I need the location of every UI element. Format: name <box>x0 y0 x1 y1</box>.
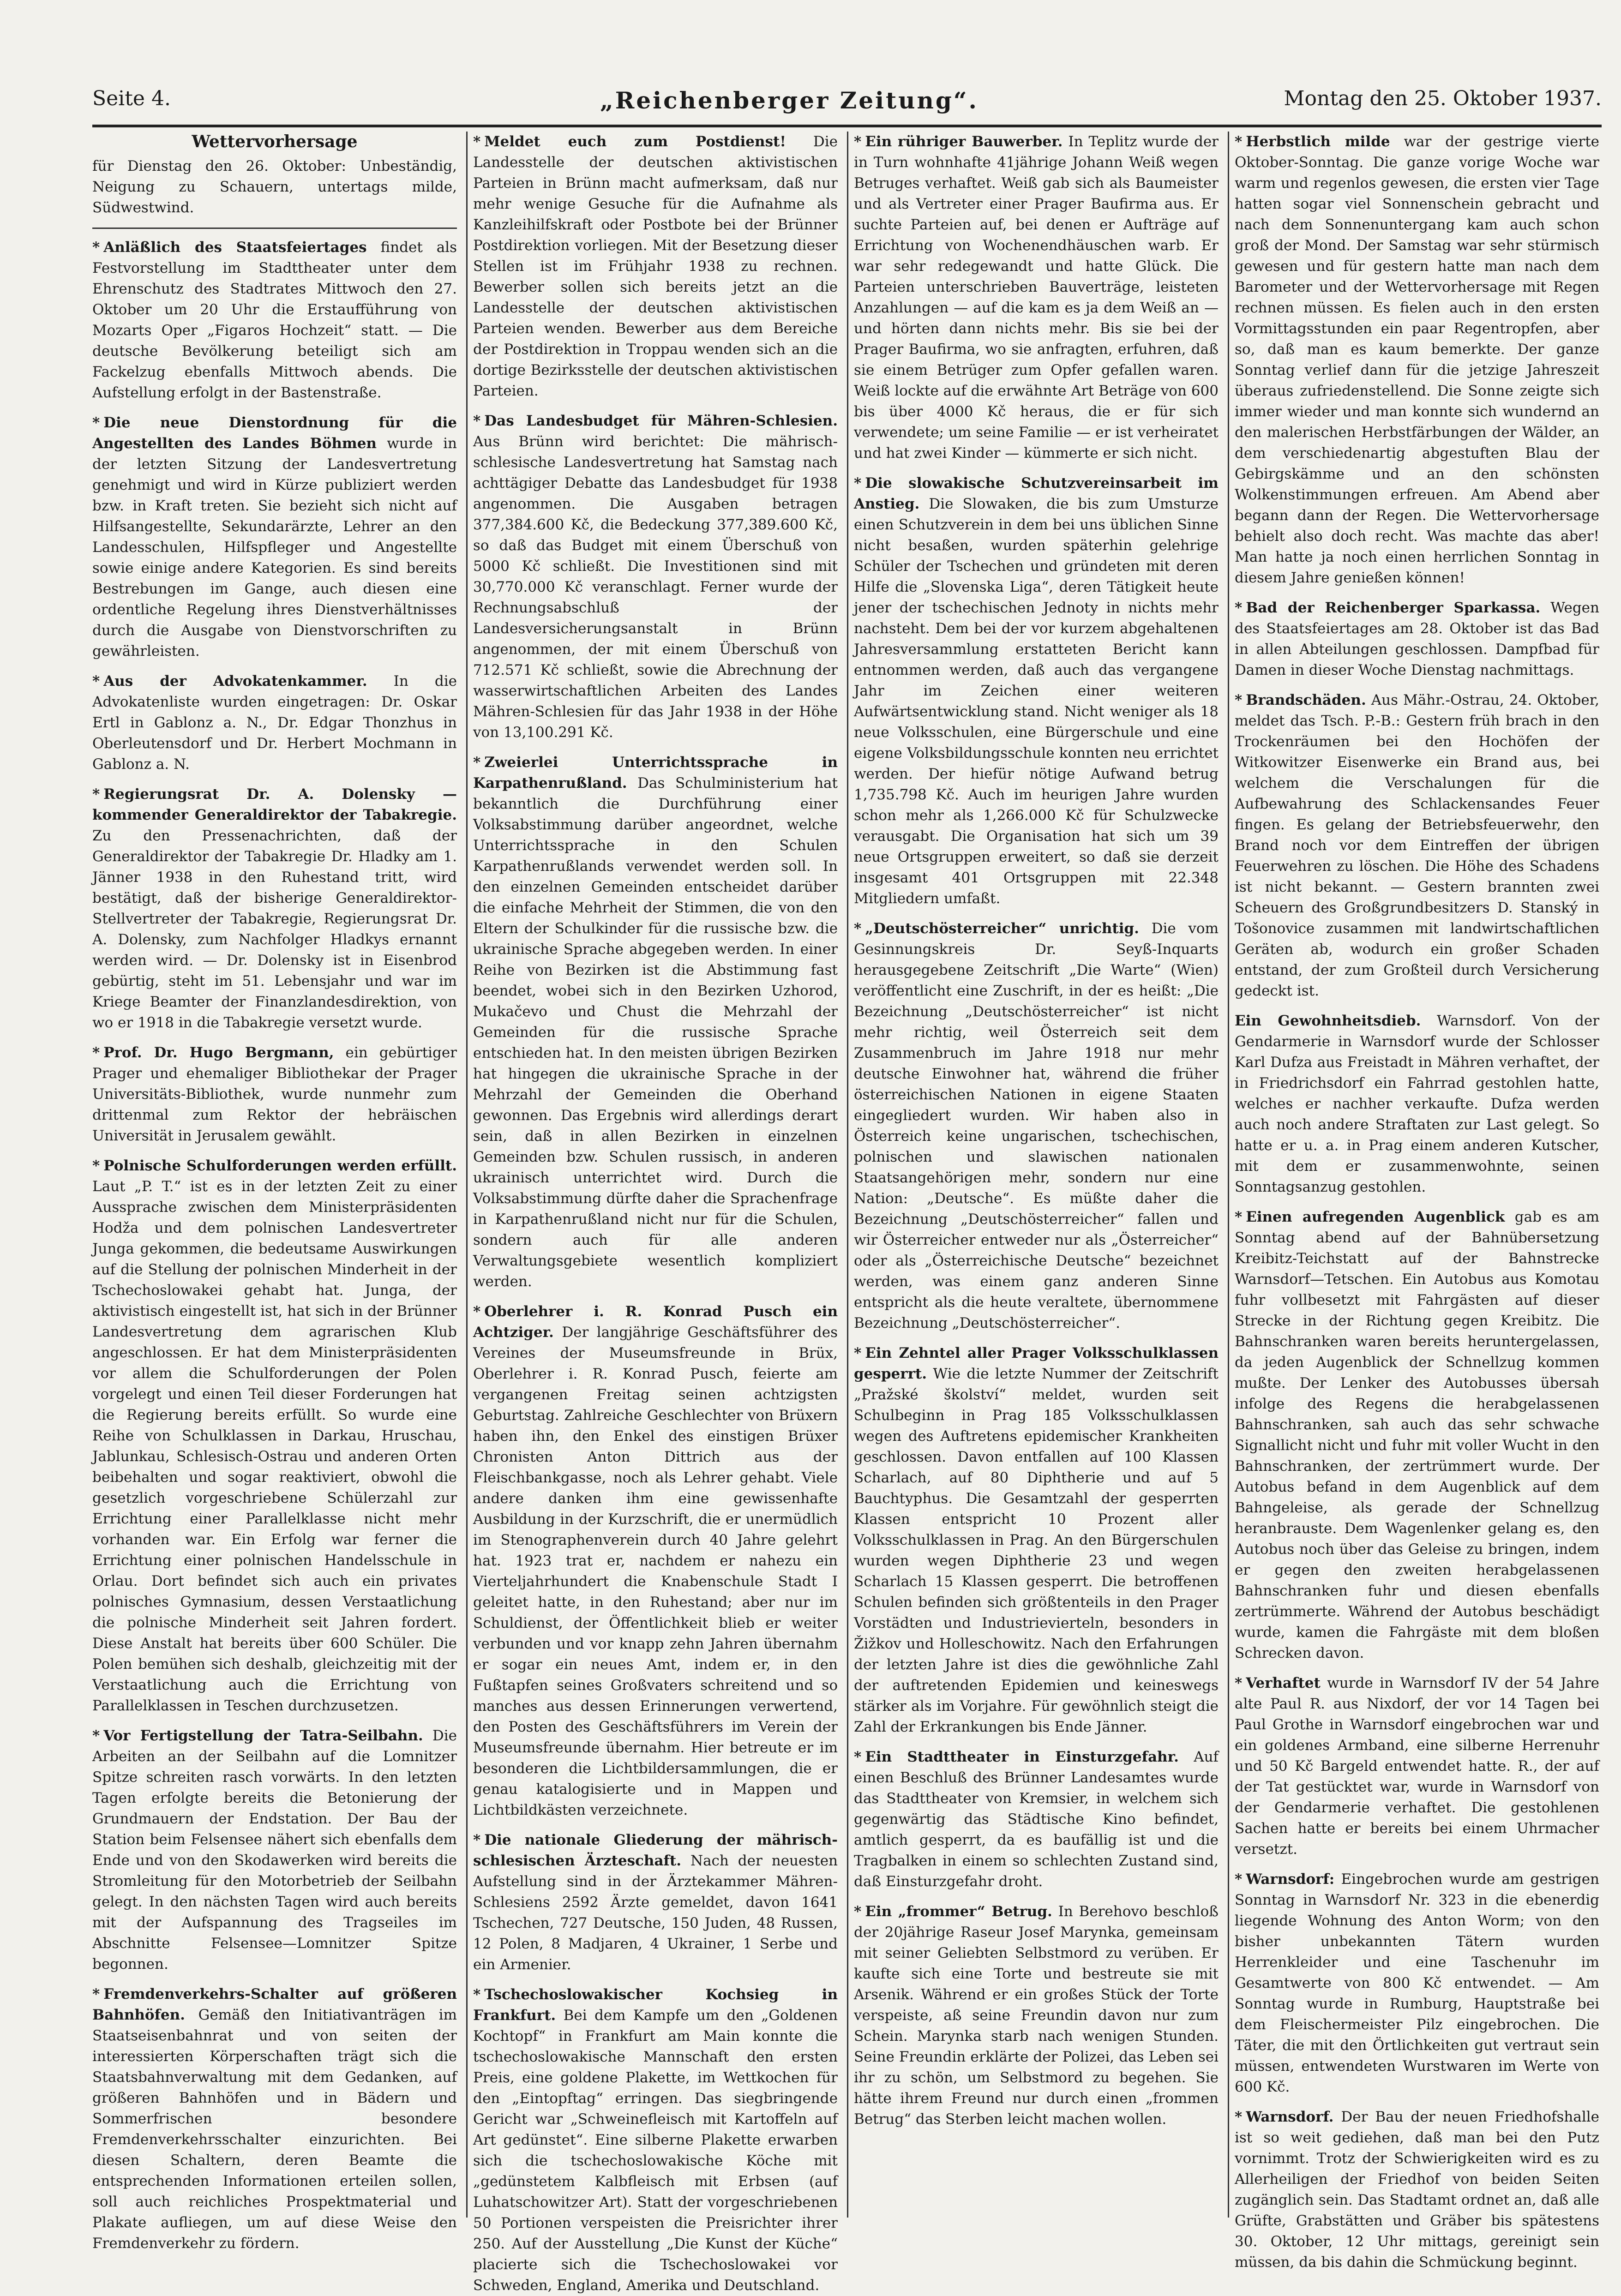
article-headline: Das Landesbudget für Mähren-Schlesien. <box>484 413 838 429</box>
article-text: Gemäß den Initiativanträgen im Staatseisenbahnrat und von seiten der interessierten Körperschaften trägt sich die Staatsbahnverwaltung mit dem Gedanken, auf größeren Bahnhöfen und in Bädern und Sommerfrischen besondere Fremdenverkehrsschalter einzurichten. Bei diesen Schaltern, deren Beamte die entsprechenden Informationen erteilen sollen, soll auch reichliches Prospektmaterial und Plakate aufliegen, um auf diese Weise den Fremdenverkehr zu fördern. <box>92 2007 457 2252</box>
article: * Anläßlich des Staatsfeiertages findet als Festvorstellung im Stadttheater unter dem Ehrenschutz des Stadtrates Mittwoch den 27. Oktober um 20 Uhr die Erstaufführung von Mozarts Oper „Figaros Hochzeit“ statt. — Die deutsche Bevölkerung beteiligt sich am Fackelzug ebenfalls Mittwoch abends. Die Aufstellung erfolgt in der Bastenstraße. <box>92 239 457 401</box>
article-headline: Brandschäden. <box>1246 692 1366 708</box>
column-rule <box>847 132 848 2218</box>
article-text: In Teplitz wurde der in Turn wohnhafte 41jährige Johann Weiß wegen Betruges verhaftet. Weiß gab sich als Baumeister und als Vertreter einer Prager Baufirma aus. Er suchte Parteien auf, bei denen er Aufträge auf Errichtung von Wochenendhäuschen warb. Er war sehr redegewandt und hatte Glück. Die Parteien unterschrieben Bauverträge, leisteten Anzahlungen — auf die kam es ja dem Weiß an — und hörten dann nichts mehr. Bis sie bei der Prager Baufirma, wo sie anfragten, erfuhren, daß sie einem Betrüger zum Opfer gefallen waren. Weiß lockte auf die erwähnte Art Beträge von 600 bis über 4000 Kč heraus, die er für sich verwendete; um seine Familie — er ist verheiratet und hat zwei Kinder — kümmerte er sich nicht. <box>854 133 1219 462</box>
header-rule <box>92 125 1602 127</box>
article: * Oberlehrer i. R. Konrad Pusch ein Achtziger. Der langjährige Geschäftsführer des Vereines der Museumsfreunde in Brüx, Oberlehrer i. R. Konrad Pusch, feierte am vergangenen Freitag seinen achtzigsten Geburtstag. Zahlreiche Geschlechter von Brüxern haben ihn, den Enkel des einstigen Brüxer Chronisten Anton Dittrich aus der Fleischbankgasse, noch als Lehrer gehabt. Viele andere danken ihm eine gewissenhafte Ausbildung in der Kurzschrift, die er unermüdlich im Stenographenverein durch 40 Jahre gelehrt hat. 1923 trat er, nachdem er nahezu ein Vierteljahrhundert die Knabenschule Stadt I geleitet hatte, in den Ruhestand; aber nur im Schuldienst, der Öffentlichkeit blieb er weiter verbunden und vor knapp zehn Jahren übernahm er sogar ein neues Amt, indem er, in den Fußtapfen seines Großvaters schreitend und so manches aus dessen Erinnerungen verwertend, den Posten des Geschäftsführers im Verein der Museumsfreunde übernahm. Hier betreute er im besonderen die Lichtbildersammlungen, die er genau katalogisierte und in Mappen und Lichtbildkästen verzeichnete. <box>473 1303 838 1818</box>
article: * Warnsdorf: Eingebrochen wurde am gestrigen Sonntag in Warnsdorf Nr. 323 in die ebenerdig liegende Wohnung des Anton Worm; von den bisher unbekannten Tätern wurden Herrenkleider und eine Taschenuhr im Gesamtwerte von 800 Kč entwendet. — Am Sonntag wurde in Rumburg, Hauptstraße bei dem Fleischermeister Pilz eingebrochen. Die Täter, die mit den Örtlichkeiten gut vertraut sein müssen, entwendeten Wurstwaren im Werte von 600 Kč. <box>1235 1871 1599 2095</box>
article-headline: Ein rühriger Bauwerber. <box>865 133 1063 150</box>
article-headline: Oberlehrer i. R. Konrad Pusch ein Achtziger. <box>473 1303 838 1341</box>
newspaper-page <box>92 78 1602 2294</box>
article-text: für Dienstag den 26. Oktober: Unbeständig, Neigung zu Schauern, untertags milde, Südwestwind. <box>92 158 457 216</box>
article-headline: Regierungsrat Dr. A. Dolensky — kommender Generaldirektor der Tabakregie. <box>92 786 457 823</box>
article: * Herbstlich milde war der gestrige vierte Oktober-Sonntag. Die ganze vorige Woche war warm und regenlos gewesen, die ersten vier Tage hatten sogar viel Sonnenschein gebracht und nach dem Sonnenuntergang kam auch schon groß der Mond. Der Samstag war sehr stürmisch gewesen und für gestern hatte man nach dem Barometer und der Wettervorhersage mit Regen rechnen müssen. Es fielen auch in den ersten Vormittagsstunden ein paar Regentropfen, aber so, daß man es kaum bemerkte. Der ganze Sonntag verlief dann für die jetzige Jahreszeit überaus zufriedenstellend. Die Sonne zeigte sich immer wieder und man konnte sich wundernd an den malerischen Herbstfärbungen der Wälder, an dem verschiedenartig abgestuften Blau der Gebirgskämme und an den schönsten Wolkenstimmungen erfreuen. Am Abend aber begann dann der Regen. Die Wettervorhersage behielt also doch recht. Was machte das aber! Man hatte ja noch einen herrlichen Sonntag in diesem Jahre genießen können! <box>1235 133 1599 586</box>
divider <box>92 228 457 229</box>
article: * Warnsdorf. Der Bau der neuen Friedhofshalle ist so weit gediehen, daß man bei den Putz vornimmt. Trotz der Schwierigkeiten wird es zu Allerheiligen der Friedhof von beiden Seiten zugänglich sein. Das Stadtamt ordnet an, daß alle Grüfte, Grabstätten und Gräber bis spätestens 30. Oktober, 12 Uhr mittags, gereinigt sein müssen, da bis dahin die Schmückung beginnt. <box>1235 2109 1600 2271</box>
article-text: Die vom Gesinnungskreis Dr. Seyß-Inquarts herausgegebene Zeitschrift „Die Warte“ (Wien) veröffentlicht eine Zuschrift, in der es heißt: „Die Bezeichnung „Deutschösterreicher“ ist nicht mehr richtig, weil Österreich seit dem Zusammenbruch im Jahre 1918 nur mehr deutsche Einwohner hat, während die früher österreichischen Nationen in eigene Staaten eingegliedert wurden. Wir haben also in Österreich keine ungarischen, tschechischen, polnischen und slawischen nationalen Staatsangehörigen mehr, sondern nur eine Nation: „Deutsche“. Es müßte daher die Bezeichnung „Deutschösterreicher“ fallen und wir Österreicher entweder nur als „Österreicher“ oder als „Österreichische Deutsche“ bezeichnet werden, was einem ganz anderen Sinne entspricht als die heute veraltete, übernommene Bezeichnung „Deutschösterreicher“. <box>854 920 1219 1331</box>
article-text: Auf einen Beschluß des Brünner Landesamtes wurde das Stadttheater von Kremsier, in welchem sich gegenwärtig das Städtische Kino befindet, amtlich gesperrt, da es baufällig ist und die Tragbalken in einem so schlechten Zustand sind, daß Einsturzgefahr droht. <box>854 1749 1219 1890</box>
article-headline: Warnsdorf: <box>1246 1871 1335 1888</box>
issue-date: Montag den 25. Oktober 1937. <box>1284 87 1602 110</box>
article-title: Wettervorhersage <box>192 132 358 151</box>
article-headline: Einen aufregenden Augenblick <box>1246 1209 1505 1225</box>
article-text: In Berehovo beschloß der 20jährige Raseur Josef Marynka, gemeinsam mit seiner Geliebten Selbstmord zu verüben. Er kaufte sich eine Torte und bestreute sie mit Arsenik. Während er ein großes Stück der Torte verspeiste, aß seine Freundin davon nur zum Schein. Marynka starb nach wenigen Stunden. Seine Freundin erklärte der Polizei, das Leben sei ihr zu schön, um Selbstmord zu begehen. Sie hätte ihrem Freund nur durch einen „frommen Betrug“ das Sterben leicht machen wollen. <box>854 1903 1219 2128</box>
article-text: Aus Brünn wird berichtet: Die mährisch-schlesische Landesvertretung hat Samstag nach achttägiger Debatte das Landesbudget für 1938 angenommen. Die Ausgaben betragen 377,384.600 Kč, die Bedeckung 377,389.600 Kč, so daß das Budget mit einem Überschuß von 5000 Kč schließt. Die Investitionen sind mit 30,770.000 Kč veranschlagt. Ferner wurde der Rechnungsabschluß der Landesversicherungsanstalt in Brünn angenommen, der mit einem Überschuß von 712.571 Kč schließt, sowie die Abrechnung der wasserwirtschaftlichen Arbeiten des Landes Mähren-Schlesien für das Jahr 1938 in der Höhe von 13,100.291 Kč. <box>473 433 838 741</box>
column-1 <box>92 132 457 2252</box>
article-headline: Die neue Dienstordnung für die Angestellten des Landes Böhmen <box>92 414 457 452</box>
article-headline: Ein Stadttheater in Einsturzgefahr. <box>865 1749 1179 1765</box>
article: * Ein Zehntel aller Prager Volksschulklassen gesperrt. Wie die letzte Nummer der Zeitschrift „Pražské školství“ meldet, wurden seit Schulbeginn in Prag 185 Volksschulklassen wegen des Auftretens epidemischer Krankheiten geschlossen. Davon entfallen auf 100 Klassen Scharlach, auf 80 Diphtherie und auf 5 Bauchtyphus. Die Gesamtzahl der gesperrten Klassen entspricht 10 Prozent aller Volksschulklassen in Prag. An den Bürgerschulen wurden wegen Diphtherie 23 und wegen Scharlach 15 Klassen gesperrt. Die betroffenen Schulen befinden sich größtenteils in den Prager Vorstädten und Industrievierteln, besonders in Žižkov und Holleschowitz. Nach den Erfahrungen der letzten Jahre ist dies die gewöhnliche Zahl der auftretenden Epidemien und keineswegs stärker als im Vorjahre. Für gewöhnlich steigt die Zahl der Erkrankungen bis Ende Jänner. <box>854 1345 1219 1735</box>
article-text: Wegen des Staatsfeiertages am 28. Oktober ist das Bad in allen Abteilungen geschlossen. Dampfbad für Damen in dieser Woche Dienstag nachmittags. <box>1235 599 1599 678</box>
article-text: Aus Mähr.-Ostrau, 24. Oktober, meldet das Tsch. P.-B.: Gestern früh brach in den Trockenräumen bei den Hochöfen der Witkowitzer Eisenwerke ein Brand aus, bei welchem die Verschalungen für die Aufbewahrung des Schlackensandes Feuer fingen. Es gelang der Betriebsfeuerwehr, den Brand noch vor dem Eintreffen der übrigen Feuerwehren zu löschen. Die Höhe des Schadens ist nicht bekannt. — Gestern brannten zwei Scheuern des Großgrundbesitzers D. Stanský in Tošonovice zusammen mit landwirtschaftlichen Geräten ab, wodurch ein großer Schaden entstand, der zum Großteil durch Versicherung gedeckt ist. <box>1235 692 1600 999</box>
article-headline: Tschechoslowakischer Kochsieg in Frankfurt. <box>473 1986 838 2024</box>
article-headline: Die slowakische Schutzvereinsarbeit im Anstieg. <box>854 475 1219 512</box>
article-text: Eingebrochen wurde am gestrigen Sonntag in Warnsdorf Nr. 323 in die ebenerdig liegende Wohnung des Anton Worm; von den bisher unbekannten Tätern wurden Herrenkleider und eine Taschenuhr im Gesamtwerte von 800 Kč entwendet. — Am Sonntag wurde in Rumburg, Hauptstraße bei dem Fleischermeister Pilz eingebrochen. Die Täter, die mit den Örtlichkeiten gut vertraut sein müssen, entwendeten Wurstwaren im Werte von 600 Kč. <box>1235 1871 1599 2095</box>
article-headline: Polnische Schulforderungen werden erfüllt. <box>103 1157 457 1174</box>
article-headline: Ein Gewohnheitsdieb. <box>1235 1013 1421 1029</box>
article-text: Bei dem Kampfe um den „Goldenen Kochtopf“ in Frankfurt am Main konnte die tschechoslowakische Mannschaft den ersten Preis, eine goldene Plakette, im Wettkochen für den „Eintopftag“ erringen. Das siegbringende Gericht war „Schweinefleisch mit Kartoffeln auf Art gedünstet“. Eine silberne Plakette erwarben sich die tschechoslowakische Köche mit „gedünstetem Kalbfleisch mit Erbsen (auf Luhatschowitzer Art). Statt der vorgeschriebenen 50 Portionen verspeisten die Preisrichter ihrer 250. Auf der Ausstellung „Die Kunst der Küche“ placierte sich die Tschechoslowakei vor Schweden, England, Amerika und Deutschland. <box>473 2007 838 2294</box>
article-text: Zu den Pressenachrichten, daß der Generaldirektor der Tabakregie Dr. Hladky am 1. Jänner 1938 in den Ruhestand tritt, wird bestätigt, daß der bisherige Generaldirektor-Stellvertreter der Tabakregie, Regierungsrat Dr. A. Dolensky, zum Nachfolger Hladkys ernannt werden wird. — Dr. Dolensky ist in Eisenbrod gebürtig, steht im 51. Lebensjahr und war im Kriege Beamter der Finanzlandesdirektion, von wo er 1918 in die Tabakregie versetzt wurde. <box>92 827 457 1031</box>
column-3 <box>854 132 1219 2218</box>
article-text: Der Bau der neuen Friedhofshalle ist so weit gediehen, daß man bei den Putz vornimmt. Trotz der Schwierigkeiten wird es zu Allerheiligen der Friedhof von beiden Seiten zugänglich sein. Das Stadtamt ordnet an, daß alle Grüfte, Grabstätten und Gräber bis spätestens 30. Oktober, 12 Uhr mittags, gereinigt sein müssen, da bis dahin die Schmückung beginnt. <box>1235 2109 1600 2271</box>
article-headline: Fremdenverkehrs-Schalter auf größeren Bahnhöfen. <box>92 1986 457 2023</box>
article: * Regierungsrat Dr. A. Dolensky — kommender Generaldirektor der Tabakregie. Zu den Pressenachrichten, daß der Generaldirektor der Tabakregie Dr. Hladky am 1. Jänner 1938 in den Ruhestand tritt, wird bestätigt, daß der bisherige Generaldirektor-Stellvertreter der Tabakregie, Regierungsrat Dr. A. Dolensky, zum Nachfolger Hladkys ernannt werden wird. — Dr. Dolensky ist in Eisenbrod gebürtig, steht im 51. Lebensjahr und war im Kriege Beamter der Finanzlandesdirektion, von wo er 1918 in die Tabakregie versetzt wurde. <box>92 786 457 1031</box>
article-headline: Bad der Reichenberger Sparkassa. <box>1246 599 1541 616</box>
article-text: wurde in der letzten Sitzung der Landesvertretung genehmigt und wird in Kürze publiziert werden bzw. in Kraft treten. Sie bezieht sich nicht auf Hilfsangestellte, Sekundarärzte, Lehrer an den Landesschulen, Hilfspfleger und Angestellte sowie einige andere Kategorien. Es sind bereits Bestrebungen im Gange, auch diesen eine ordentliche Regelung ihres Dienstverhältnisses durch die Ausgabe von Dienstvorschriften zu gewährleisten. <box>92 435 457 659</box>
article: * Meldet euch zum Postdienst! Die Landesstelle der deutschen aktivistischen Parteien in Brünn macht aufmerksam, daß nur mehr wenige Gesuche für die Aufnahme als Kanzleihilfskraft oder Postbote bei der Brünner Postdirektion vorliegen. Mit der Besetzung dieser Stellen ist im Frühjahr 1938 zu rechnen. Bewerber sollen sich bereits jetzt an die Landesstelle der deutschen aktivistischen Parteien wenden. Bewerber aus dem Bereiche der Postdirektion in Troppau wenden sich an die dortige Bezirksstelle der deutschen aktivistischen Parteien. <box>473 133 838 399</box>
article: * Prof. Dr. Hugo Bergmann, ein gebürtiger Prager und ehemaliger Bibliothekar der Prager Universitäts-Bibliothek, wurde nunmehr zum drittenmal zum Rektor der hebräischen Universität in Jerusalem gewählt. <box>92 1044 457 1144</box>
article: * Ein „frommer“ Betrug. In Berehovo beschloß der 20jährige Raseur Josef Marynka, gemeinsam mit seiner Geliebten Selbstmord zu verüben. Er kaufte sich eine Torte und bestreute sie mit Arsenik. Während er ein großes Stück der Torte verspeiste, aß seine Freundin davon nur zum Schein. Marynka starb nach wenigen Stunden. Seine Freundin erklärte der Polizei, das Leben sei ihr zu schön, um Selbstmord zu begehen. Sie hätte ihrem Freund nur durch einen „frommen Betrug“ das Sterben leicht machen wollen. <box>854 1903 1219 2128</box>
article-headline: Anläßlich des Staatsfeiertages <box>103 239 367 256</box>
article-headline: Zweierlei Unterrichtssprache in Karpathenrußland. <box>473 754 838 791</box>
article-text: ein gebürtiger Prager und ehemaliger Bibliothekar der Prager Universitäts-Bibliothek, wurde nunmehr zum drittenmal zum Rektor der hebräischen Universität in Jerusalem gewählt. <box>92 1044 457 1144</box>
article-headline: Meldet euch zum Postdienst! <box>484 133 786 150</box>
column-2 <box>473 132 838 2294</box>
article-text: Die Arbeiten an der Seilbahn auf die Lomnitzer Spitze schreiten rasch vorwärts. In den letzten Tagen erfolgte bereits die Betonierung der Grundmauern der Endstation. Der Bau der Station beim Felsensee nähert sich ebenfalls dem Ende und von den Skodawerken wird bereits die Stromleitung für den Motorbetrieb der Seilbahn gelegt. In den nächsten Tagen wird auch bereits mit der Aufspannung des Tragseiles im Abschnitte Felsensee—Lomnitzer Spitze begonnen. <box>92 1727 457 1972</box>
column-4 <box>1235 132 1600 2271</box>
article-text: wurde in Warnsdorf IV der 54 Jahre alte Paul R. aus Nixdorf, der vor 14 Tagen bei Paul Grothe in Warnsdorf eingebrochen war und ein goldenes Armband, eine silberne Herrenuhr und 50 Kč Bargeld entwendet hatte. R., der auf der Tat gestücktet war, wurde in Warnsdorf von der Gendarmerie verhaftet. Die gestohlenen Sachen hatte er bereits bei einem Uhrmacher versetzt. <box>1235 1675 1599 1858</box>
article-headline: Prof. Dr. Hugo Bergmann, <box>103 1044 334 1061</box>
article-text: Wie die letzte Nummer der Zeitschrift „Pražské školství“ meldet, wurden seit Schulbeginn in Prag 185 Volksschulklassen wegen des Auftretens epidemischer Krankheiten geschlossen. Davon entfallen auf 100 Klassen Scharlach, auf 80 Diphtherie und auf 5 Bauchtyphus. Die Gesamtzahl der gesperrten Klassen entspricht 10 Prozent aller Volksschulklassen in Prag. An den Bürgerschulen wurden wegen Diphtherie 23 und wegen Scharlach 15 Klassen gesperrt. Die betroffenen Schulen befinden sich größtenteils in den Prager Vorstädten und Industrievierteln, besonders in Žižkov und Holleschowitz. Nach den Erfahrungen der letzten Jahre ist dies die gewöhnliche Zahl der auftretenden Epidemien und keineswegs stärker als im Vorjahre. Für gewöhnlich steigt die Zahl der Erkrankungen bis Ende Jänner. <box>854 1366 1219 1735</box>
article-headline: „Deutschösterreicher“ unrichtig. <box>865 920 1139 937</box>
column-rule <box>1228 132 1229 2218</box>
article-text: Laut „P. T.“ ist es in der letzten Zeit zu einer Aussprache zwischen dem Ministerpräsidenten Hodža und dem polnischen Landesvertreter Junga gekommen, die bedeutsame Auswirkungen auf die Stellung der polnischen Minderheit in der Tschechoslowakei gehabt hat. Junga, der aktivistisch eingestellt ist, hat sich in der Brünner Landesvertretung dem agrarischen Klub angeschlossen. Er hat dem Ministerpräsidenten vor allem die Schulforderungen der Polen vorgelegt und einen Teil dieser Forderungen hat die Regierung bereits erfüllt. So wurde eine Reihe von Schulklassen in Darkau, Hruschau, Jablunkau, Schlesisch-Ostrau und anderen Orten beibehalten und sogar reaktiviert, obwohl die gesetzlich vorgeschriebene Schülerzahl zur Errichtung einer Parallelklasse nicht mehr vorhanden war. Ein Erfolg war ferner die Errichtung einer polnischen Handelsschule in Orlau. Dort befindet sich auch ein privates polnisches Gymnasium, dessen Verstaatlichung die polnische Minderheit seit Jahren fordert. Diese Anstalt hat bereits über 600 Schüler. Die Polen bemühen sich deshalb, gleichzeitig mit der Verstaatlichung auch die Errichtung von Parallelklassen in Teschen durchzusetzen. <box>92 1178 457 1714</box>
article: * Vor Fertigstellung der Tatra-Seilbahn. Die Arbeiten an der Seilbahn auf die Lomnitzer Spitze schreiten rasch vorwärts. In den letzten Tagen erfolgte bereits die Betonierung der Grundmauern der Endstation. Der Bau der Station beim Felsensee nähert sich ebenfalls dem Ende und von den Skodawerken wird bereits die Stromleitung für den Motorbetrieb der Seilbahn gelegt. In den nächsten Tagen wird auch bereits mit der Aufspannung des Tragseiles im Abschnitte Felsensee—Lomnitzer Spitze begonnen. <box>92 1727 457 1972</box>
article-headline: Ein „frommer“ Betrug. <box>865 1903 1052 1920</box>
column-rule <box>466 132 468 2218</box>
columns <box>92 132 1602 2294</box>
article-text: In die Advokatenliste wurden eingetragen: Dr. Oskar Ertl in Gablonz a. N., Dr. Edgar Thonzhus in Oberleutensdorf und Dr. Herbert Mochmann in Gablonz a. N. <box>92 673 457 773</box>
article: * Fremdenverkehrs-Schalter auf größeren Bahnhöfen. Gemäß den Initiativanträgen im Staatseisenbahnrat und von seiten der interessierten Körperschaften trägt sich die Staatsbahnverwaltung mit dem Gedanken, auf größeren Bahnhöfen und in Bädern und Sommerfrischen besondere Fremdenverkehrsschalter einzurichten. Bei diesen Schaltern, deren Beamte die entsprechenden Informationen erteilen sollen, soll auch reichliches Prospektmaterial und Plakate aufliegen, um auf diese Weise den Fremdenverkehr zu fördern. <box>92 1986 457 2252</box>
article-headline: Vor Fertigstellung der Tatra-Seilbahn. <box>103 1727 423 1744</box>
article: * Ein Stadttheater in Einsturzgefahr. Auf einen Beschluß des Brünner Landesamtes wurde das Stadttheater von Kremsier, in welchem sich gegenwärtig das Städtische Kino befindet, amtlich gesperrt, da es baufällig ist und die Tragbalken in einem so schlechten Zustand sind, daß Einsturzgefahr droht. <box>854 1749 1219 1890</box>
article: * Bad der Reichenberger Sparkassa. Wegen des Staatsfeiertages am 28. Oktober ist das Bad in allen Abteilungen geschlossen. Dampfbad für Damen in dieser Woche Dienstag nachmittags. <box>1235 599 1599 678</box>
article-text: Die Landesstelle der deutschen aktivistischen Parteien in Brünn macht aufmerksam, daß nur mehr wenige Gesuche für die Aufnahme als Kanzleihilfskraft oder Postbote bei der Brünner Postdirektion vorliegen. Mit der Besetzung dieser Stellen ist im Frühjahr 1938 zu rechnen. Bewerber sollen sich bereits jetzt an die Landesstelle der deutschen aktivistischen Parteien wenden. Bewerber aus dem Bereiche der Postdirektion in Troppau wenden sich an die dortige Bezirksstelle der deutschen aktivistischen Parteien. <box>473 133 838 399</box>
article-text: Der langjährige Geschäftsführer des Vereines der Museumsfreunde in Brüx, Oberlehrer i. R. Konrad Pusch, feierte am vergangenen Freitag seinen achtzigsten Geburtstag. Zahlreiche Geschlechter von Brüxern haben ihn, den Enkel des einstigen Brüxer Chronisten Anton Dittrich aus der Fleischbankgasse, noch als Lehrer gehabt. Viele andere danken ihm eine gewissenhafte Ausbildung in der Kurzschrift, die er unermüdlich im Stenographenverein durch 40 Jahre gelehrt hat. 1923 trat er, nachdem er nahezu ein Vierteljahrhundert die Knabenschule Stadt I geleitet hatte, in den Ruhestand; aber nur im Schuldienst, der Öffentlichkeit blieb er weiter verbunden und vor knapp zehn Jahren übernahm er sogar ein neues Amt, indem er, in den Fußtapfen seines Großvaters schreitend und so manches aus dessen Erinnerungen verwertend, den Posten des Geschäftsführers im Verein der Museumsfreunde übernahm. Hier betreute er im besonderen die Lichtbildersammlungen, die er genau katalogisierte und in Mappen und Lichtbildkästen verzeichnete. <box>473 1324 838 1818</box>
weather-forecast <box>92 132 457 218</box>
article-headline: Ein Zehntel aller Prager Volksschulklassen gesperrt. <box>854 1345 1219 1382</box>
article: * Zweierlei Unterrichtssprache in Karpathenrußland. Das Schulministerium hat bekanntlich die Durchführung einer Volksabstimmung darüber angeordnet, welche Unterrichtssprache in den Schulen Karpathenrußlands verwendet werden soll. In den einzelnen Gemeinden entscheidet darüber die einfache Mehrheit der Stimmen, die von den Eltern der Schulkinder für die russische bzw. die ukrainische Sprache abgegeben werden. In einer Reihe von Bezirken ist die Abstimmung fast beendet, wobei sich in den Bezirken Uzhorod, Mukačevo und Chust die Mehrzahl der Gemeinden für die russische Sprache entschieden hat. In den meisten übrigen Bezirken hat hingegen die ukrainische Sprache in der Mehrzahl der Gemeinden die Oberhand gewonnen. Das Ergebnis wird allerdings derart sein, daß in allen Bezirken in einzelnen Gemeinden bzw. Schulen russisch, in anderen ukrainisch unterrichtet wird. Durch die Volksabstimmung dürfte daher die Sprachenfrage in Karpathenrußland nicht nur für die Schulen, sondern auch für alle anderen Verwaltungsgebiete wesentlich kompliziert werden. <box>473 754 838 1290</box>
article-text: war der gestrige vierte Oktober-Sonntag. Die ganze vorige Woche war warm und regenlos gewesen, die ersten vier Tage hatten sogar viel Sonnenschein gebracht und nach dem Sonnenuntergang kam auch schon groß der Mond. Der Samstag war sehr stürmisch gewesen und für gestern hatte man nach dem Barometer und der Wettervorhersage mit Regen rechnen müssen. Es fielen auch in den ersten Vormittagsstunden ein paar Regentropfen, aber so, daß man es kaum bemerkte. Der ganze Sonntag verlief dann für die jetzige Jahreszeit überaus zufriedenstellend. Die Sonne zeigte sich immer wieder und man konnte sich wundernd an den malerischen Herbstfärbungen der Wälder, an dem verschiedenartig abgestuften Blau der Gebirgskämme und an den schönsten Wolkenstimmungen erfreuen. Am Abend aber begann dann der Regen. Die Wettervorhersage behielt also doch recht. Was machte das aber! Man hatte ja noch einen herrlichen Sonntag in diesem Jahre genießen können! <box>1235 133 1599 586</box>
article-headline: Warnsdorf. <box>1246 2109 1334 2125</box>
article-headline: Die nationale Gliederung der mährisch-schlesischen Ärzteschaft. <box>473 1832 838 1869</box>
article: * Die slowakische Schutzvereinsarbeit im Anstieg. Die Slowaken, die bis zum Umsturze einen Schutzverein in dem bei uns üblichen Sinne nicht besaßen, wurden späterhin gelehrige Schüler der Tschechen und gründeten mit deren Hilfe die „Slovenska Liga“, deren Tätigkeit heute jener der tschechischen Jednoty in nichts mehr nachsteht. Dem bei der vor kurzem abgehaltenen Jahresversammlung erstatteten Bericht kann entnommen werden, daß auch das vergangene Jahr im Zeichen einer weiteren Aufwärtsentwicklung stand. Nicht weniger als 18 neue Volksschulen, eine Bürgerschule und eine eigene Volksbildungsschule konnten neu errichtet werden. Der hiefür nötige Aufwand betrug 1,735.798 Kč. Auch im heurigen Jahre wurden schon mehr als 1,266.000 Kč für Schulzwecke verausgabt. Die Organisation hat sich um 39 neue Ortsgruppen erweitert, so daß sie derzeit insgesamt 401 Ortsgruppen mit 22.348 Mitgliedern umfaßt. <box>854 475 1219 907</box>
article: * Brandschäden. Aus Mähr.-Ostrau, 24. Oktober, meldet das Tsch. P.-B.: Gestern früh brach in den Trockenräumen bei den Hochöfen der Witkowitzer Eisenwerke ein Brand aus, bei welchem die Verschalungen für die Aufbewahrung des Schlackensandes Feuer fingen. Es gelang der Betriebsfeuerwehr, den Brand noch vor dem Eintreffen der übrigen Feuerwehren zu löschen. Die Höhe des Schadens ist nicht bekannt. — Gestern brannten zwei Scheuern des Großgrundbesitzers D. Stanský in Tošonovice zusammen mit landwirtschaftlichen Geräten ab, wodurch ein großer Schaden entstand, der zum Großteil durch Versicherung gedeckt ist. <box>1235 692 1600 999</box>
article-text: Das Schulministerium hat bekanntlich die Durchführung einer Volksabstimmung darüber angeordnet, welche Unterrichtssprache in den Schulen Karpathenrußlands verwendet werden soll. In den einzelnen Gemeinden entscheidet darüber die einfache Mehrheit der Stimmen, die von den Eltern der Schulkinder für die russische bzw. die ukrainische Sprache abgegeben werden. In einer Reihe von Bezirken ist die Abstimmung fast beendet, wobei sich in den Bezirken Uzhorod, Mukačevo und Chust die Mehrzahl der Gemeinden für die russische Sprache entschieden hat. In den meisten übrigen Bezirken hat hingegen die ukrainische Sprache in der Mehrzahl der Gemeinden die Oberhand gewonnen. Das Ergebnis wird allerdings derart sein, daß in allen Bezirken in einzelnen Gemeinden bzw. Schulen russisch, in anderen ukrainisch unterrichtet wird. Durch die Volksabstimmung dürfte daher die Sprachenfrage in Karpathenrußland nicht nur für die Schulen, sondern auch für alle anderen Verwaltungsgebiete wesentlich kompliziert werden. <box>473 775 838 1290</box>
article: * Das Landesbudget für Mähren-Schlesien. Aus Brünn wird berichtet: Die mährisch-schlesische Landesvertretung hat Samstag nach achttägiger Debatte das Landesbudget für 1938 angenommen. Die Ausgaben betragen 377,384.600 Kč, die Bedeckung 377,389.600 Kč, so daß das Budget mit einem Überschuß von 5000 Kč schließt. Die Investitionen sind mit 30,770.000 Kč veranschlagt. Ferner wurde der Rechnungsabschluß der Landesversicherungsanstalt in Brünn angenommen, der mit einem Überschuß von 712.571 Kč schließt, sowie die Abrechnung der wasserwirtschaftlichen Arbeiten des Landes Mähren-Schlesien für das Jahr 1938 in der Höhe von 13,100.291 Kč. <box>473 413 838 741</box>
article-text: gab es am Sonntag abend auf der Bahnübersetzung Kreibitz-Teichstatt auf der Bahnstrecke Warnsdorf—Tetschen. Ein Autobus aus Komotau fuhr vollbesetzt mit Fahrgästen auf dieser Strecke in der Richtung gegen Kreibitz. Die Bahnschranken waren bereits heruntergelassen, da jeden Augenblick der Schnellzug kommen mußte. Der Lenker des Autobusses übersah infolge des Regens die herabgelassenen Bahnschranken, sah auch das sehr schwache Signallicht nicht und fuhr mit voller Wucht in den Bahnschranken, der zertrümmert wurde. Der Autobus befand in dem Augenblick auf dem Bahngeleise, als gerade der Schnellzug heranbrauste. Dem Wagenlenker gelang es, den Autobus noch über das Geleise zu bringen, indem er gegen den zweiten herabgelassenen Bahnschranken fuhr und diesen ebenfalls zertrümmerte. Während der Autobus beschädigt wurde, kamen die Fahrgäste mit dem bloßen Schrecken davon. <box>1235 1209 1600 1661</box>
article: * Die nationale Gliederung der mährisch-schlesischen Ärzteschaft. Nach der neuesten Aufstellung sind in der Ärztekammer Mähren-Schlesiens 2592 Ärzte gemeldet, davon 1641 Tschechen, 727 Deutsche, 150 Juden, 48 Russen, 12 Polen, 8 Madjaren, 4 Ukrainer, 1 Serbe und ein Armenier. <box>473 1832 838 1973</box>
article: * Einen aufregenden Augenblick gab es am Sonntag abend auf der Bahnübersetzung Kreibitz-Teichstatt auf der Bahnstrecke Warnsdorf—Tetschen. Ein Autobus aus Komotau fuhr vollbesetzt mit Fahrgästen auf dieser Strecke in der Richtung gegen Kreibitz. Die Bahnschranken waren bereits heruntergelassen, da jeden Augenblick der Schnellzug kommen mußte. Der Lenker des Autobusses übersah infolge des Regens die herabgelassenen Bahnschranken, sah auch das sehr schwache Signallicht nicht und fuhr mit voller Wucht in den Bahnschranken, der zertrümmert wurde. Der Autobus befand in dem Augenblick auf dem Bahngeleise, als gerade der Schnellzug heranbrauste. Dem Wagenlenker gelang es, den Autobus noch über das Geleise zu bringen, indem er gegen den zweiten herabgelassenen Bahnschranken fuhr und diesen ebenfalls zertrümmerte. Während der Autobus beschädigt wurde, kamen die Fahrgäste mit dem bloßen Schrecken davon. <box>1235 1209 1600 1661</box>
article: * Polnische Schulforderungen werden erfüllt. Laut „P. T.“ ist es in der letzten Zeit zu einer Aussprache zwischen dem Ministerpräsidenten Hodža und dem polnischen Landesvertreter Junga gekommen, die bedeutsame Auswirkungen auf die Stellung der polnischen Minderheit in der Tschechoslowakei gehabt hat. Junga, der aktivistisch eingestellt ist, hat sich in der Brünner Landesvertretung dem agrarischen Klub angeschlossen. Er hat dem Ministerpräsidenten vor allem die Schulforderungen der Polen vorgelegt und einen Teil dieser Forderungen hat die Regierung bereits erfüllt. So wurde eine Reihe von Schulklassen in Darkau, Hruschau, Jablunkau, Schlesisch-Ostrau und anderen Orten beibehalten und sogar reaktiviert, obwohl die gesetzlich vorgeschriebene Schülerzahl zur Errichtung einer Parallelklasse nicht mehr vorhanden war. Ein Erfolg war ferner die Errichtung einer polnischen Handelsschule in Orlau. Dort befindet sich auch ein privates polnisches Gymnasium, dessen Verstaatlichung die polnische Minderheit seit Jahren fordert. Diese Anstalt hat bereits über 600 Schüler. Die Polen bemühen sich deshalb, gleichzeitig mit der Verstaatlichung auch die Errichtung von Parallelklassen in Teschen durchzusetzen. <box>92 1157 457 1714</box>
article-headline: Aus der Advokatenkammer. <box>103 673 367 689</box>
article: * Verhaftet wurde in Warnsdorf IV der 54 Jahre alte Paul R. aus Nixdorf, der vor 14 Tagen bei Paul Grothe in Warnsdorf eingebrochen war und ein goldenes Armband, eine silberne Herrenuhr und 50 Kč Bargeld entwendet hatte. R., der auf der Tat gestücktet war, wurde in Warnsdorf von der Gendarmerie verhaftet. Die gestohlenen Sachen hatte er bereits bei einem Uhrmacher versetzt. <box>1235 1675 1599 1858</box>
article: * „Deutschösterreicher“ unrichtig. Die vom Gesinnungskreis Dr. Seyß-Inquarts herausgegebene Zeitschrift „Die Warte“ (Wien) veröffentlicht eine Zuschrift, in der es heißt: „Die Bezeichnung „Deutschösterreicher“ ist nicht mehr richtig, weil Österreich seit dem Zusammenbruch im Jahre 1918 nur mehr deutsche Einwohner hat, während die früher österreichischen Nationen in eigene Staaten eingegliedert wurden. Wir haben also in Österreich keine ungarischen, tschechischen, polnischen und slawischen nationalen Staatsangehörigen mehr, sondern nur eine Nation: „Deutsche“. Es müßte daher die Bezeichnung „Deutschösterreicher“ fallen und wir Österreicher entweder nur als „Österreicher“ oder als „Österreichische Deutsche“ bezeichnet werden, was einem ganz anderen Sinne entspricht als die heute veraltete, übernommene Bezeichnung „Deutschösterreicher“. <box>854 920 1219 1331</box>
article-text: Die Slowaken, die bis zum Umsturze einen Schutzverein in dem bei uns üblichen Sinne nicht besaßen, wurden späterhin gelehrige Schüler der Tschechen und gründeten mit deren Hilfe die „Slovenska Liga“, deren Tätigkeit heute jener der tschechischen Jednoty in nichts mehr nachsteht. Dem bei der vor kurzem abgehaltenen Jahresversammlung erstatteten Bericht kann entnommen werden, daß auch das vergangene Jahr im Zeichen einer weiteren Aufwärtsentwicklung stand. Nicht weniger als 18 neue Volksschulen, eine Bürgerschule und eine eigene Volksbildungsschule konnten neu errichtet werden. Der hiefür nötige Aufwand betrug 1,735.798 Kč. Auch im heurigen Jahre wurden schon mehr als 1,266.000 Kč für Schulzwecke verausgabt. Die Organisation hat sich um 39 neue Ortsgruppen erweitert, so daß sie derzeit insgesamt 401 Ortsgruppen mit 22.348 Mitgliedern umfaßt. <box>854 496 1219 907</box>
article: * Tschechoslowakischer Kochsieg in Frankfurt. Bei dem Kampfe um den „Goldenen Kochtopf“ in Frankfurt am Main konnte die tschechoslowakische Mannschaft den ersten Preis, eine goldene Plakette, im Wettkochen für den „Eintopftag“ erringen. Das siegbringende Gericht war „Schweinefleisch mit Kartoffeln auf Art gedünstet“. Eine silberne Plakette erwarben sich die tschechoslowakische Köche mit „gedünstetem Kalbfleisch mit Erbsen (auf Luhatschowitzer Art). Statt der vorgeschriebenen 50 Portionen verspeisten die Preisrichter ihrer 250. Auf der Ausstellung „Die Kunst der Küche“ placierte sich die Tschechoslowakei vor Schweden, England, Amerika und Deutschland. <box>473 1986 838 2294</box>
page-header <box>92 78 1602 120</box>
article-headline: Verhaftet <box>1246 1675 1321 1691</box>
article: * Ein rühriger Bauwerber. In Teplitz wurde der in Turn wohnhafte 41jährige Johann Weiß wegen Betruges verhaftet. Weiß gab sich als Baumeister und als Vertreter einer Prager Baufirma aus. Er suchte Parteien auf, bei denen er Aufträge auf Errichtung von Wochenendhäuschen warb. Er war sehr redegewandt und hatte Glück. Die Parteien unterschrieben Bauverträge, leisteten Anzahlungen — auf die kam es ja dem Weiß an — und hörten dann nichts mehr. Bis sie bei der Prager Baufirma, wo sie anfragten, erfuhren, daß sie einem Betrüger zum Opfer gefallen waren. Weiß lockte auf die erwähnte Art Beträge von 600 bis über 4000 Kč heraus, die er für sich verwendete; um seine Familie — er ist verheiratet und hat zwei Kinder — kümmerte er sich nicht. <box>854 133 1219 462</box>
newspaper-title: „Reichenberger Zeitung“. <box>600 87 979 114</box>
article-text: Warnsdorf. Von der Gendarmerie in Warnsdorf wurde der Schlosser Karl Dufza aus Freistadt in Mähren verhaftet, der in Friedrichsdorf ein Fahrrad gestohlen hatte, welches er nachher verkaufte. Dufza werden auch noch andere Straftaten zur Last gelegt. So hatte er u. a. in Prag einem anderen Kutscher, mit dem er zusammenwohnte, seinen Sonntagsanzug gestohlen. <box>1235 1013 1600 1195</box>
article: * Die neue Dienstordnung für die Angestellten des Landes Böhmen wurde in der letzten Sitzung der Landesvertretung genehmigt und wird in Kürze publiziert werden bzw. in Kraft treten. Sie bezieht sich nicht auf Hilfsangestellte, Sekundarärzte, Lehrer an den Landesschulen, Hilfspfleger und Angestellte sowie einige andere Kategorien. Es sind bereits Bestrebungen im Gange, auch diesen eine ordentliche Regelung ihres Dienstverhältnisses durch die Ausgabe von Dienstvorschriften zu gewährleisten. <box>92 414 457 659</box>
page-number: Seite 4. <box>92 87 171 110</box>
article-text: findet als Festvorstellung im Stadttheater unter dem Ehrenschutz des Stadtrates Mittwoch den 27. Oktober um 20 Uhr die Erstaufführung von Mozarts Oper „Figaros Hochzeit“ statt. — Die deutsche Bevölkerung beteiligt sich am Fackelzug ebenfalls Mittwoch abends. Die Aufstellung erfolgt in der Bastenstraße. <box>92 239 457 401</box>
article <box>1235 1011 1599 1198</box>
article: * Aus der Advokatenkammer. In die Advokatenliste wurden eingetragen: Dr. Oskar Ertl in Gablonz a. N., Dr. Edgar Thonzhus in Oberleutensdorf und Dr. Herbert Mochmann in Gablonz a. N. <box>92 673 457 773</box>
article-text: Nach der neuesten Aufstellung sind in der Ärztekammer Mähren-Schlesiens 2592 Ärzte gemeldet, davon 1641 Tschechen, 727 Deutsche, 150 Juden, 48 Russen, 12 Polen, 8 Madjaren, 4 Ukrainer, 1 Serbe und ein Armenier. <box>473 1852 838 1973</box>
article-headline: Herbstlich milde <box>1246 133 1390 150</box>
